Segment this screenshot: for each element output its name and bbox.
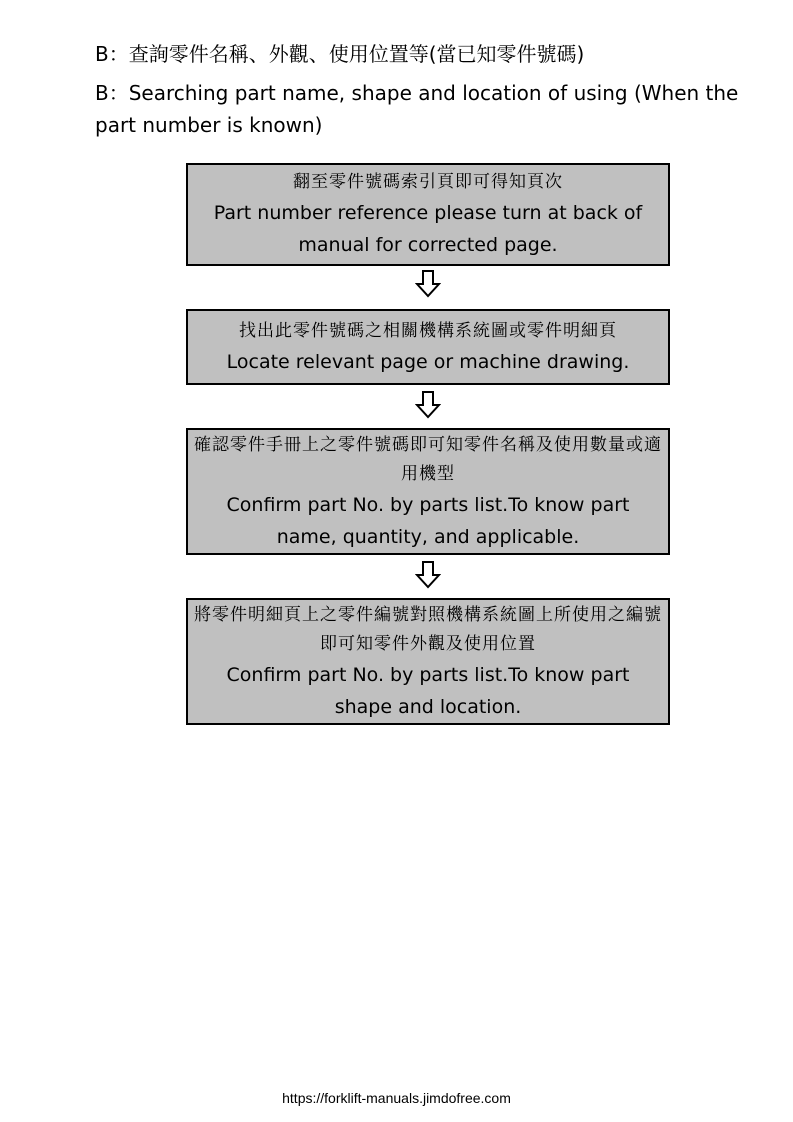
footer-url: https://forklift-manuals.jimdofree.com (282, 1090, 511, 1106)
flow-step-3-zh: 確認零件手冊上之零件號碼即可知零件名稱及使用數量或適用機型 (194, 434, 662, 484)
flow-step-4 (186, 598, 670, 725)
flow-step-1 (186, 163, 670, 266)
down-arrow-icon (415, 270, 441, 298)
heading-english: B：Searching part name, shape and location of using (When the part number is known) (95, 81, 739, 137)
flow-step-1-en: Part number reference please turn at back of manual for corrected page. (213, 202, 643, 256)
down-arrow-icon (415, 561, 441, 589)
flow-step-2-zh: 找出此零件號碼之相關機構系統圖或零件明細頁 (239, 320, 617, 341)
flow-step-2 (186, 309, 670, 385)
flow-step-4-en: Confirm part No. by parts list.To know part shape and location. (226, 663, 630, 718)
down-arrow-icon (415, 391, 441, 419)
flow-step-3-en: Confirm part No. by parts list.To know part name, quantity, and applicable. (226, 493, 630, 548)
flow-step-2-en: Locate relevant page or machine drawing. (226, 350, 630, 373)
flow-step-3 (186, 428, 670, 555)
heading-chinese: B：查詢零件名稱、外觀、使用位置等(當已知零件號碼) (95, 42, 585, 66)
flow-step-4-zh: 將零件明細頁上之零件編號對照機構系統圖上所使用之編號即可知零件外觀及使用位置 (194, 604, 662, 654)
flow-step-1-zh: 翻至零件號碼索引頁即可得知頁次 (293, 172, 563, 192)
